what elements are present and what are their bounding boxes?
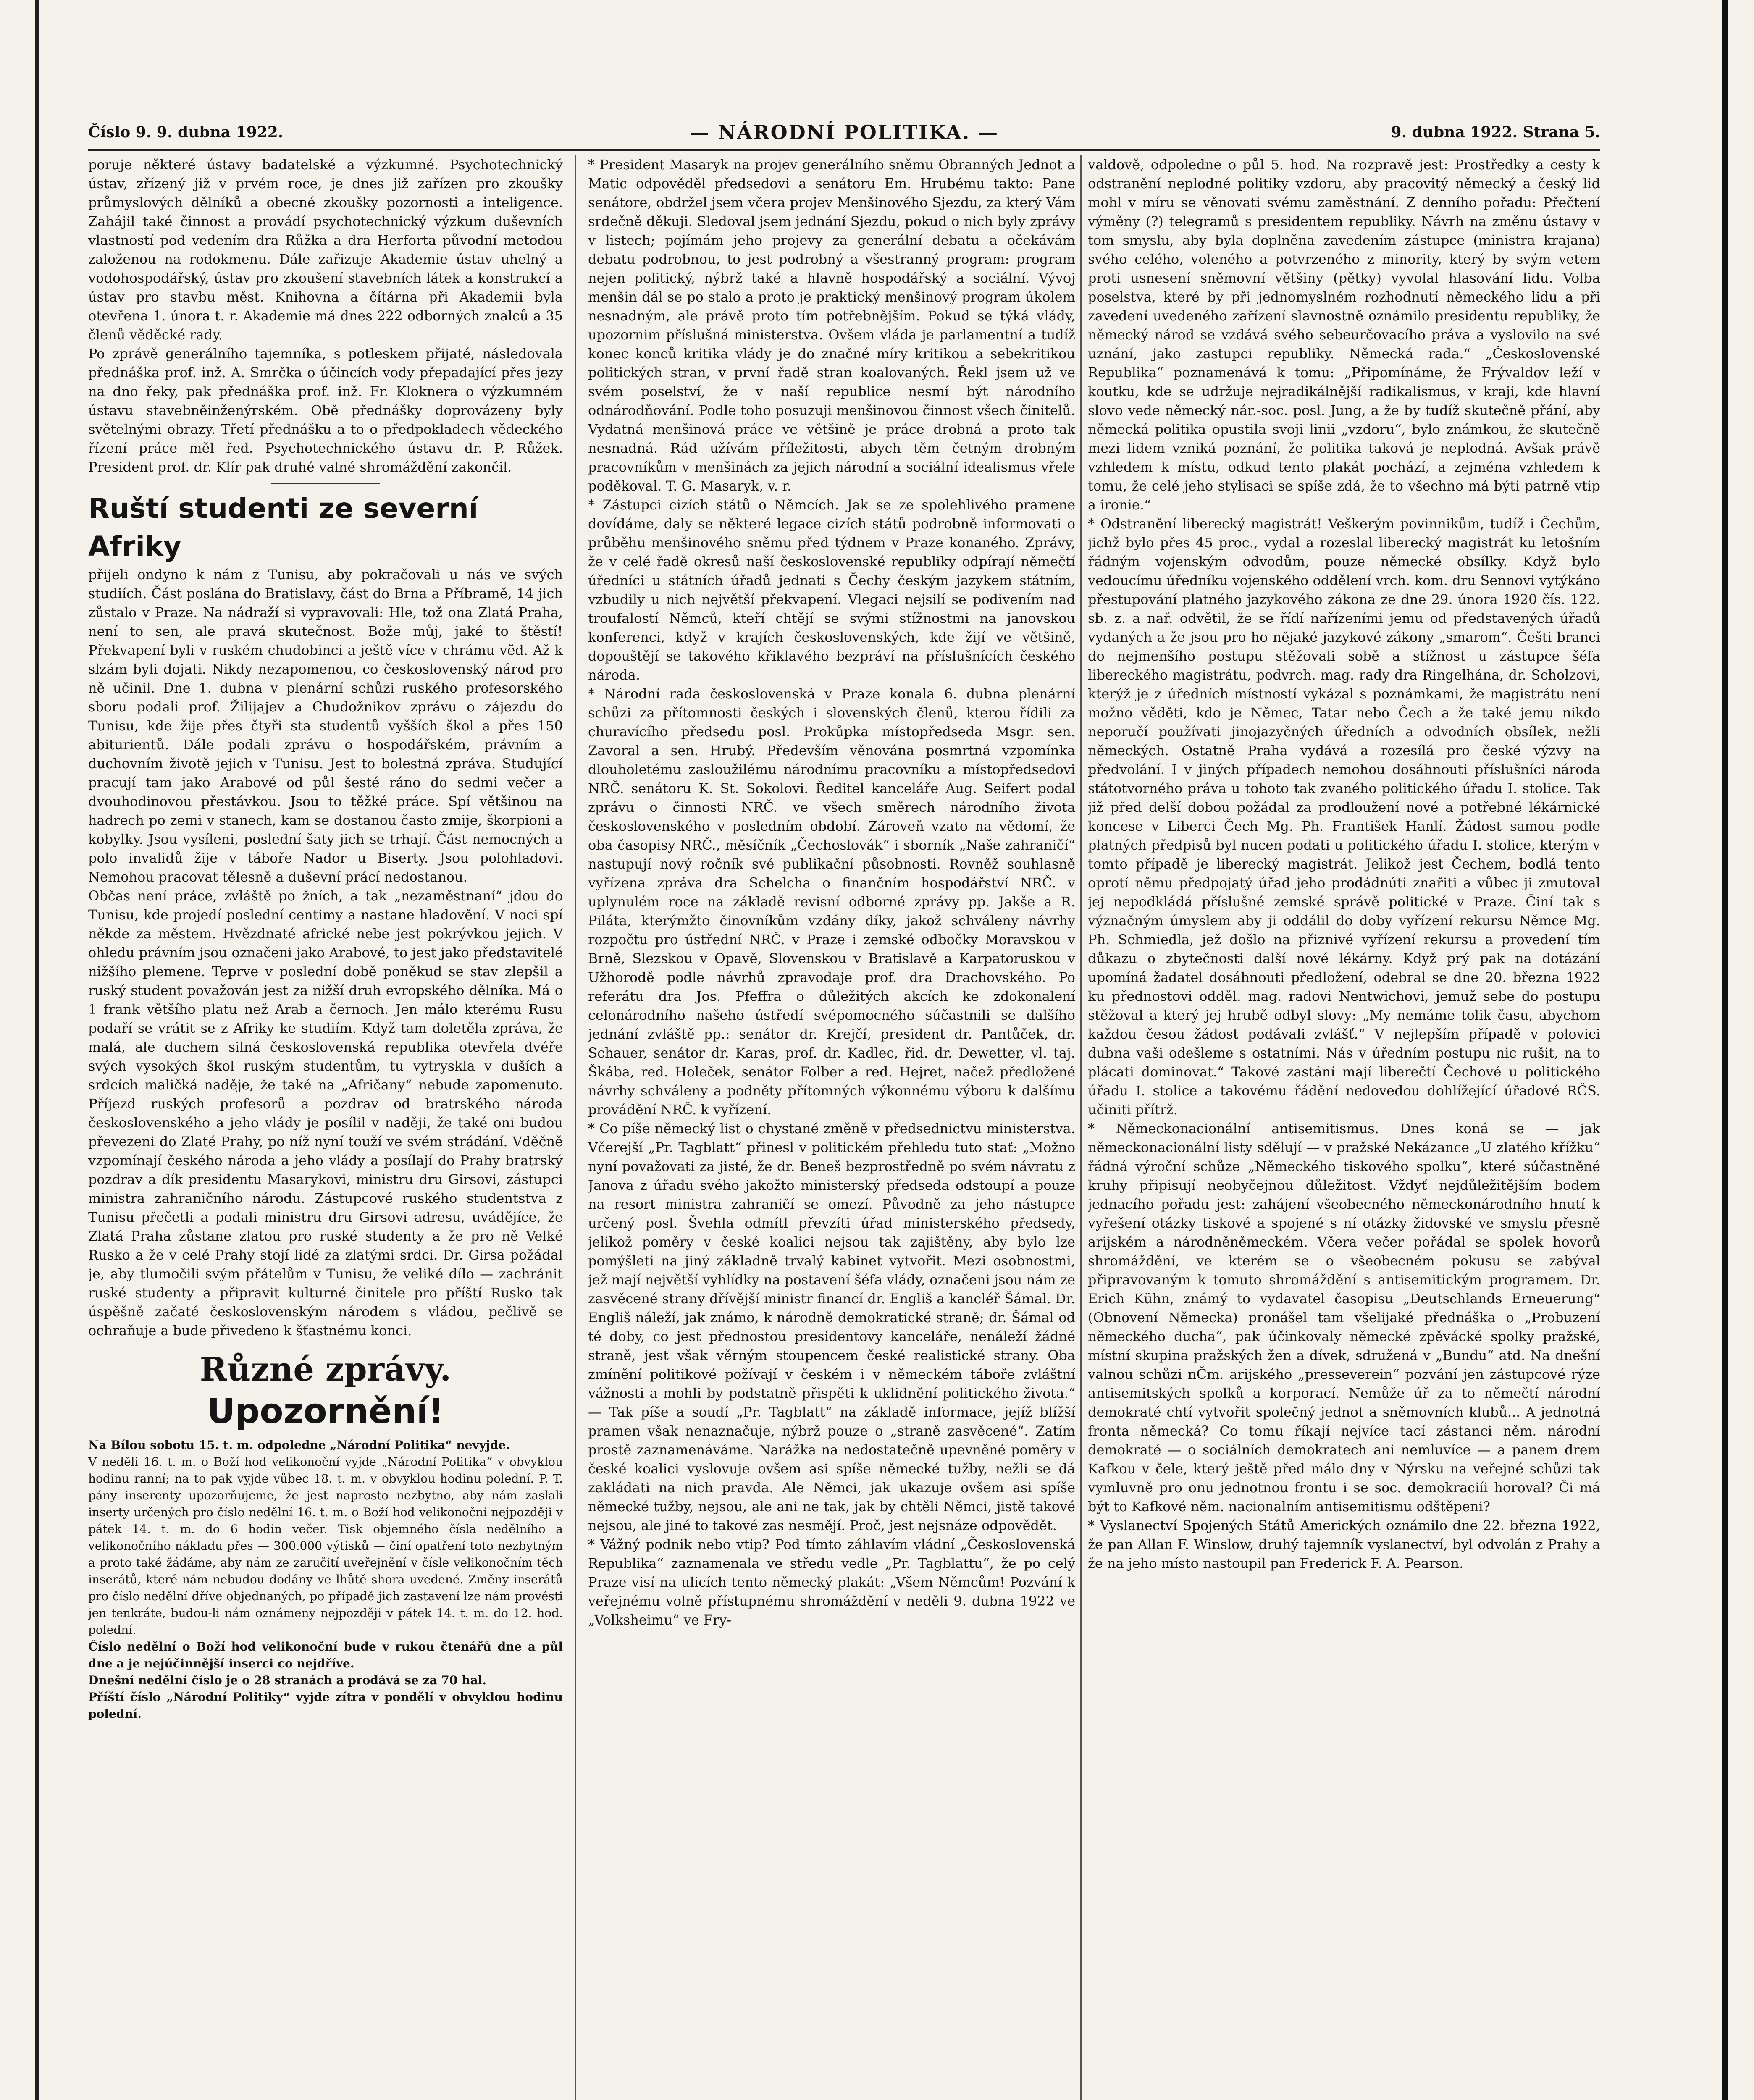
notice-text: Příští číslo „Národní Politiky“ vyjde zítra v pondělí v obvyklou hodinu polední. — [88, 1690, 563, 1721]
column-separator — [1080, 155, 1082, 2100]
article-text: * Národní rada československá v Praze konala 6. dubna plenární schůzi za přítomnosti českých i slovenských členů, kterou řídili za churavícího předsedu posl. Prokůpka místopředseda Msgr. sen. Zavoral a sen. Hrubý. Především věnována posmrtná vzpomínka dlouholetému zasloužilému národnímu pracovníku a místopředsedovi NRČ. senátoru K. St. Sokolovi. Ředitel kanceláře Aug. Seifert podal zprávu o činnosti NRČ. ve všech směrech národního života československého v posledním období. Zároveň vzato na vědomí, že oba časopisy NRČ., měsíčník „Čechoslovák“ i sborník „Naše zahraničí“ nastupují nový ročník své publikační působnosti. Rovněž souhlasně vyřízena zpráva dra Schelcha o finančním hospodářství NRČ. v uplynulém roce na základě revisní odborné zprávy pp. Jakše a R. Piláta, kterýmžto činovníkům vzdány díky, jakož schváleny návrhy rozpočtu pro ústřední NRČ. v Praze i zemské odbočky Moravskou v Brně, Slezskou v Opavě, Slovenskou v Bratislavě a Karpatoruskou v Užhorodě podle návrhů zpravodaje prof. dra Drachovského. Po referátu dra Jos. Pfeffra o důležitých akcích ke zdokonalení celonárodního našeho ústředí svépomocného súčastnili se dalšího jednání zvláště pp.: senátor dr. Krejčí, president dr. Pantůček, dr. Schauer, senátor dr. Karas, prof. dr. Kadlec, řid. dr. Dewetter, vl. taj. Škába, red. Holeček, senátor Folber a red. Hejret, načež předložené návrhy schváleny a podněty přítomných výkonnému výboru k dalšímu provádění NRČ. k vyřízení. — [588, 686, 1075, 1118]
article-heading: Ruští studenti ze severní Afriky — [88, 492, 478, 562]
newspaper-title: — NÁRODNÍ POLITIKA. — — [689, 121, 999, 144]
notice-text: Na Bílou sobotu 15. t. m. odpoledne „Národní Politika“ nevyjde. — [88, 1438, 510, 1452]
article-text: Občas není práce, zvláště po žních, a tak „nezaměstnaní“ jdou do Tunisu, kde projedí poslední centimy a nastane hladovění. V noci spí někde za městem. Hvězdnaté africké nebe jest pokrývkou jejich. V ohledu právním jsou označeni jako Arabové, to jest jako představitelé nižšího plemene. Teprve v poslední době poněkud se stav zlepšil a ruský student považován jest za nižší druh evropského dělníka. Má o 1 frank většího platu než Arab a černoch. Jen málo kterému Rusu podaří se vrátit se z Afriky ke studiím. Když tam doletěla zpráva, že malá, ale duchem silná československá republika otevřela dvéře svých vysokých škol ruským studentům, tu vytryskla v duších a srdcích maličká naděje, že také na „Afričany“ nebude zapomenuto. Příjezd ruských profesorů a pozdrav od bratrského národa československého a jeho vlády je posílil v naději, že také oni budou převezeni do Zlaté Prahy, po níž nyní touží ve svém strádání. Vděčně vzpomínají českého národa a jeho vlády a posílají do Prahy bratrský pozdrav a dík presidentu Masarykovi, ministru dru Girsovi, zástupci ministra zahraničního národu. Zástupcové ruského studentstva z Tunisu přečetli a podali ministru dru Girsovi adresu, uvádějíce, že Zlatá Praha zůstane zlatou pro ruské studenty a že pro ně Velké Rusko a že v celé Prahy stojí lidé za zlatými srdci. Dr. Girsa požádal je, aby tlumočili svým přátelům v Tunisu, že veliké dílo — zachránit ruské studenty a připravit kulturné činitele pro příští Rusko tak úspěšně začaté československým národem s vládou, pečlivě se ochraňuje a bude přivedeno k šťastnému konci. — [88, 888, 563, 1339]
article-text: * President Masaryk na projev generálního sněmu Obranných Jednot a Matic odpověděl předsedovi a senátoru Em. Hrubému takto: Pane senátore, obdržel jsem včera projev Menšinového Sjezdu, za který Vám srdečně děkuji. Sledoval jsem jednání Sjezdu, pokud o nich byly zprávy v listech; pojímám jeho projevy za generální debatu a očekávám debatu podrobnou, to jest podrobný a všestranný program: program nejen politický, nýbrž také a hlavně hospodářský a sociální. Vývoj menšin dál se po stalo a proto je praktický menšinový program úkolem nesnadným, ale právě proto tím potřebnějším. Pokud se týká vlády, upozornim příslušná ministerstva. Ovšem vláda je parlamentní a tudíž konec konců kritika vlády je do značné míry kritikou a sebekritikou politických stran, v první řadě stran koalovaných. Řekl jsem už ve svém poselství, že v naší republice nesmí být národního odnárodňování. Podle toho posuzuji menšinovou činnost všech činitelů. Vydatná menšinová práce ve většině je práce drobná a proto tak nesnadná. Rád užívám příležitosti, abych těm četným drobným pracovníkům v menšinách za jejich národní a sociální idealismus vřele poděkoval. T. G. Masaryk, v. r. — [588, 157, 1075, 494]
article-text: valdově, odpoledne o půl 5. hod. Na rozpravě jest: Prostředky a cesty k odstranění neplodné politiky vzdoru, aby pracovitý německý a český lid mohl v míru se věnovati svému zaměstnání. Z denního pořadu: Přečtení výměny (?) telegramů s presidentem republiky. Návrh na změnu ústavy v tom smyslu, aby byla doplněna zavedením zástupce (ministra krajana) svého celého, voleného a potvrzeného z minority, který by svým vetem proti usnesení sněmovní většiny (pětky) vyvolal hlasování lidu. Volba poselstva, které by při jednomyslném rozhodnutí německého lidu a při zavedení uvedeného zařízení slavnostně oznámilo presidentu republiky, že německý národ se vzdává svého sebeurčovacího práva a vyslovilo na své uznání, jako zastupci republiky. Německá rada.“ „Československé Republika“ poznamenává k tomu: „Připomínáme, že Frývaldov leží v koutku, kde se udržuje nejradikálnější radikalismus, v kraji, kde hlavní slovo vede německý nár.-soc. posl. Jung, a že by tudíž skutečně přání, aby německá politika opustila svoji linii „vzdoru“, bylo známkou, že skutečně mezi lidem vzniká poznání, že politika taková je neplodná. Avšak právě vzhledem k místu, odkud tento plakát pochází, a zejména vzhledem k tomu, že celé jeho stylisaci se spíše zdá, že to všechno má býti patrně vtip a ironie.“ — [1088, 157, 1600, 513]
scan-edge-left — [35, 0, 39, 2100]
header-rule — [88, 149, 1600, 151]
date-page: 9. dubna 1922. Strana 5. — [1391, 123, 1600, 141]
article-text: * Německonacionální antisemitismus. Dnes koná se — jak německonacionální listy sdělují — v pražské Nekázance „U zlatého křížku“ řádná výroční schůze „Německého tiskového spolku“, které súčastněné kruhy připisují neobyčejnou důležitost. Vždyť nejdůležitějším bodem jednacího pořadu jest: zahájení všeobecného německonárodního hnutí k vyřešení otázky tiskové a spojené s ní otázky židovské ve smyslu přesně arijském a národněněmeckém. Včera večer pořádal se spolek hovorů shromáždění, ve kterém se o všeobecném pokusu se zabýval připravovaným k tomuto shromáždění s antisemitickým programem. Dr. Erich Kühn, známý to vydavatel časopisu „Deutschlands Erneuerung“ (Obnovení Německa) pronášel tam všelijaké přednáška o „Probuzení německého ducha“, pak účinkovaly německé zpěvácké spolky pražské, místní skupina pražských žen a dívek, sdružená v „Bundu“ atd. Na dnešní valnou schůzi nČm. arijského „presseverein“ pozvání jen zástupcové rýze antisemitských spolků a korporací. Nemůže úř za to němečtí národní demokraté chtí vytvořit společný jednot a sněmovních klubů... A jednotná fronta německá? Co tomu říkají nejvíce tací zástanci něm. národní demokraté — o sociálních demokratech ani nemluvíce — a panem drem Kafkou v čele, který ještě před málo dny v Nýrsku na veřejné schůzi tak vymluvně pro onu jednotnou frontu i se soc. demokraciíi horoval? Či má být to Kafkové něm. nacionalním antisemitismu odštěpeni? — [1088, 1121, 1600, 1515]
article-text: Po zprávě generálního tajemníka, s potleskem přijaté, následovala přednáška prof. inž. A. Smrčka o účincích vody přepadající přes jezy na dno řeky, pak přednáška prof. inž. Fr. Kloknera o výzkumném ústavu stavebněinženýrském. Obě přednášky doprovázeny byly světelnými obrazy. Třetí přednášku a to o předpokladech vědeckého řízení práce měl řed. Psychotechnického ústavu dr. P. Růžek. President prof. dr. Klír pak druhé valné shromáždění zakončil. — [88, 346, 563, 475]
article-text: * Co píše německý list o chystané změně v předsednictvu ministerstva. Včerejší „Pr. Tagblatt“ přinesl v politickém přehledu tuto stať: „Možno nyní považovati za jisté, že dr. Beneš bezprostředně po svém návratu z Janova z úřadu svého jakožto ministerský předseda odstoupí a pouze na resort ministra zahraničí se omezí. Původně za jeho nástupce určený posl. Švehla odmítl převzíti úřad ministerského předsedy, jelikož poměry v české koalici nejsou tak zajištěny, aby bylo lze pomýšleti na jiný základně trvalý kabinet vytvořit. Mezi osobnostmi, jež mají největší vyhlídky na postavení šéfa vlády, označeni jsou nám ze zasvěcené strany dřívější ministr financí dr. Engliš a kancléř Šámal. Dr. Engliš náleží, jak známo, k národně demokratické straně; dr. Šámal od té doby, co jest přednostou presidentovy kanceláře, nenáleží žádné straně, jest však věrným stoupencem české realistické strany. Oba zmínění politikové požívají v českém i v německém táboře zvláštní vážnosti a mohli by podstatně přispěti k uklidnění politického života.“ — Tak píše a soudí „Pr. Tagblatt“ na základě informace, jejíž blížší pramen však nenaznačuje, nýbrž pouze o „straně zasvěcené“. Zatím prostě zaznamenáváme. Narážka na nedostatečně upevněné poměry v české koalici vyslovuje ovšem asi spíše německé tužby, nežli se dá zakládati na nich pravda. Ale Němci, jak ukazuje ovšem asi spíše německé tužby, nejsou, ale ani ne tak, jak by chtěli Němci, jistě takové nejsou, ale jiné to takové zas nesmějí. Proč, jest nejsnáze odpovědět. — [588, 1121, 1075, 1533]
notice-text: Číslo nedělní o Boží hod velikonoční bude v rukou čtenářů dne a půl dne a je nejúčinnější inserci co nejdříve. — [88, 1640, 563, 1670]
column-2 — [588, 155, 1075, 2100]
article-text: * Vážný podnik nebo vtip? Pod tímto záhlavím vládní „Československá Republika“ zaznamenala ve středu vedle „Pr. Tagblattu“, že po celý Praze visí na ulicích tento německý plakát: „Všem Němcům! Pozvání k veřejnému volně přístupnému shromáždění v neděli 9. dubna 1922 ve „Volksheimu“ ve Fry- — [588, 1536, 1075, 1628]
section-title: Různé zprávy. — [200, 1350, 452, 1389]
column-separator — [575, 155, 576, 2100]
notice-text: V neděli 16. t. m. o Boží hod velikonoční vyjde „Národní Politika“ v obvyklou hodinu ranní; na to pak vyjde vůbec 18. t. m. v obvyklou hodinu polední. P. T. pány inserenty upozorňujeme, že jest naprosto nezbytno, aby nám zaslali inserty určených pro číslo nedělní 16. t. m. o Boží hod velikonoční nejpozději v pátek 14. t. m. do 6 hodin večer. Tisk objemného čísla nedělního a velikonočního nákladu přes — 300.000 výtisků — činí opatření toto nezbytným a proto také žádáme, aby nám ze zaručití uveřejnění v čísle velikonočním těch inserátů, které nám nebudou dodány ve lhůtě shora uvedené. Změny inserátů pro číslo nedělní dříve objednaných, po případě jich zastavení lze nám provésti jen tenkráte, budou-li nám oznámeny nejpozději v pátek 14. t. m. do 12. hod. polední. — [88, 1455, 563, 1637]
article-text: * Odstranění liberecký magistrát! Veškerým povinnikům, tudíž i Čechům, jichž bylo přes 45 proc., vydal a rozeslal liberecký magistrát ku letošním řádným vojenským odvodům, pouze německé obsílky. Když bylo vedoucímu úředníku vojenského oddělení vrch. kom. dru Sennovi vytýkáno přestupování platného jazykového zákona ze dne 29. února 1920 čís. 122. sb. z. a nař. odvětil, že se řídí nařízeními jemu od představených úřadů vydaných a že jsou pro ho nějaké jazykové zákony „smarom“. Češti branci do nejmenšího postupu stěžovali sobě a stížnost u zástupce šéfa libereckého magistrátu, podvrch. mag. rady dra Ringelhána, dr. Scholzovi, kterýž je z úředních místností vykázal s poznámkami, že magistrátu není možno věděti, kdo je Němec, Tatar nebo Čech a že také jemu nikdo neporučí používati jinojazyčných úředních a odvodních obsílek, nežli německých. Ostatně Praha vydává a rozesílá pro české výzvy na předvolání. I v jiných případech nemohou dosáhnouti příslušníci národa státotvorného práva u tohoto tak zvaného politického úřadu I. stolice. Tak již před delší dobou požádal za prodloužení nové a potřebné lékárnické koncese v Liberci Čech Mg. Ph. František Hanlí. Žádost samou podle platných předpisů byl nucen podati u politického úřadu I. stolice, kterým v tomto případě je liberecký magistrát. Jelikož jest Čechem, bodlá tento oprotí němu předpojatý úřad jeho prodádnúti znařiti a vůbec ji zmutoval jej nepodkládá příslušné zemské správě politické v Praze. Činí tak s význačným úmyslem aby ji oddálil do doby vyřízení rekursu Němce Mg. Ph. Schmiedla, jež došlo na přiznivé vyřízení rekursu a provedení tím důkazu o zbytečnosti další nové lékárny. Když prý pak na dotázání upomíná žadatel dosáhnouti předložení, odebral se dne 20. března 1922 ku přednostovi odděl. mag. radovi Nentwichovi, jemuž sebe do postupu stěžoval a který jej hrubě odbyl slovy: „My nemáme tolik času, abychom každou česou žádost podávali zvlášť.“ V nejlepším případě v polovici dubna vaši odešleme s ostatními. Nás v úředním postupu nic rušit, na to plácati dominovat.“ Takové zastání mají liberečtí Čechové u politického úřadu I. stolice a takovému řádění nedovedou dohlížející úřadové RČS. učiniti přítrž. — [1088, 516, 1600, 1118]
scan-edge-right — [1722, 0, 1728, 2100]
notice-title: Upozornění! — [207, 1391, 444, 1431]
notice-text: Dnešní nedělní číslo je o 28 stranách a prodává se za 70 hal. — [88, 1673, 486, 1687]
page-header — [88, 118, 1600, 147]
column-3 — [1088, 155, 1600, 2100]
article-text: přijeli ondyno k nám z Tunisu, aby pokračovali u nás ve svých studiích. Část poslána do Bratislavy, část do Brna a Příbramě, 14 jich zůstalo v Praze. Na nádraží si vypravovali: Hle, tož ona Zlatá Praha, není to sen, ale pravá skutečnost. Bože můj, jaké to štěstí! Překvapení byli v ruském chudobinci a ještě více v chrámu vĕd. Až k slzám byli dojati. Nikdy nezapomenou, co československý národ pro ně učinil. Dne 1. dubna v plenární schůzi ruského profesorského sboru podali prof. Žilijajev a Chudožnikov zprávu o zájezdu do Tunisu, kde žije přes čtyři sta studentů vyšších škol a přes 150 abiturientů. Dále podali zprávu o hospodářském, právním a duchovním životě jejich v Tunisu. Jest to bolestná zpráva. Studující pracují tam jako Arabové od půl šesté ráno do sedmi večer a dvouhodinovou přestávkou. Jsou to těžké práce. Spí většinou na hadrech po zemi v stanech, kam se dostanou často zmije, škorpioni a kobylky. Jsou vysíleni, poslední šaty jich se trhají. Část nemocných a polo invalidů žije v táboře Nador u Biserty. Jsou polohladovi. Nemohou pracovat tělesně a duševní prácí nedostanou. — [88, 567, 563, 885]
article-text: * Vyslanectví Spojených Států Amerických oznámilo dne 22. března 1922, že pan Allan F. Winslow, druhý tajemník vyslanectví, byl odvolán z Prahy a že na jeho místo nastoupil pan Frederick F. A. Pearson. — [1088, 1517, 1600, 1571]
issue-number: Číslo 9. 9. dubna 1922. — [88, 123, 284, 141]
column-1 — [88, 155, 563, 2100]
divider — [271, 483, 380, 484]
article-text: * Zástupci cizích států o Němcích. Jak se ze spolehlivého pramene dovídáme, daly se některé legace cizích států podrobně informovati o průběhu menšinového sněmu před týdnem v Praze konaného. Zprávy, že v celé řadě okresů naší československé republiky odpírají němečtí úředníci u státních úřadů jednati s Čechy českým jazykem státním, vzbudily u nich největší překvapení. Vlegaci nejsilí se podivením nad troufalostí Němců, kteří chtějí se svými stížnostmi na janovskou konferenci, když v krajích československých, kde žijí ve většině, dopouštějí se takového křiklavého bezpráví na příslušnících českého národa. — [588, 497, 1075, 683]
article-text: poruje některé ústavy badatelské a výzkumné. Psychotechnický ústav, zřízený již v prvém roce, je dnes již zařízen pro zkoušky průmyslových dělníků a obecné zkoušky pozornosti a inteligence. Zahájil také činnost a provádí psychotechnický výzkum duševních vlastností pod vedením dra Růžka a dra Herforta původní metodou založenou na rodokmenu. Dále zařizuje Akademie ústav uhelný a vodohospodářský, ústav pro zkoušení stavebních látek a konstrukcí a ústav pro stavbu měst. Knihovna a čítárna při Akademii byla otevřena 1. února t. r. Akademie má dnes 222 odborných znalců a 35 členů věděcké rady. — [88, 157, 563, 343]
